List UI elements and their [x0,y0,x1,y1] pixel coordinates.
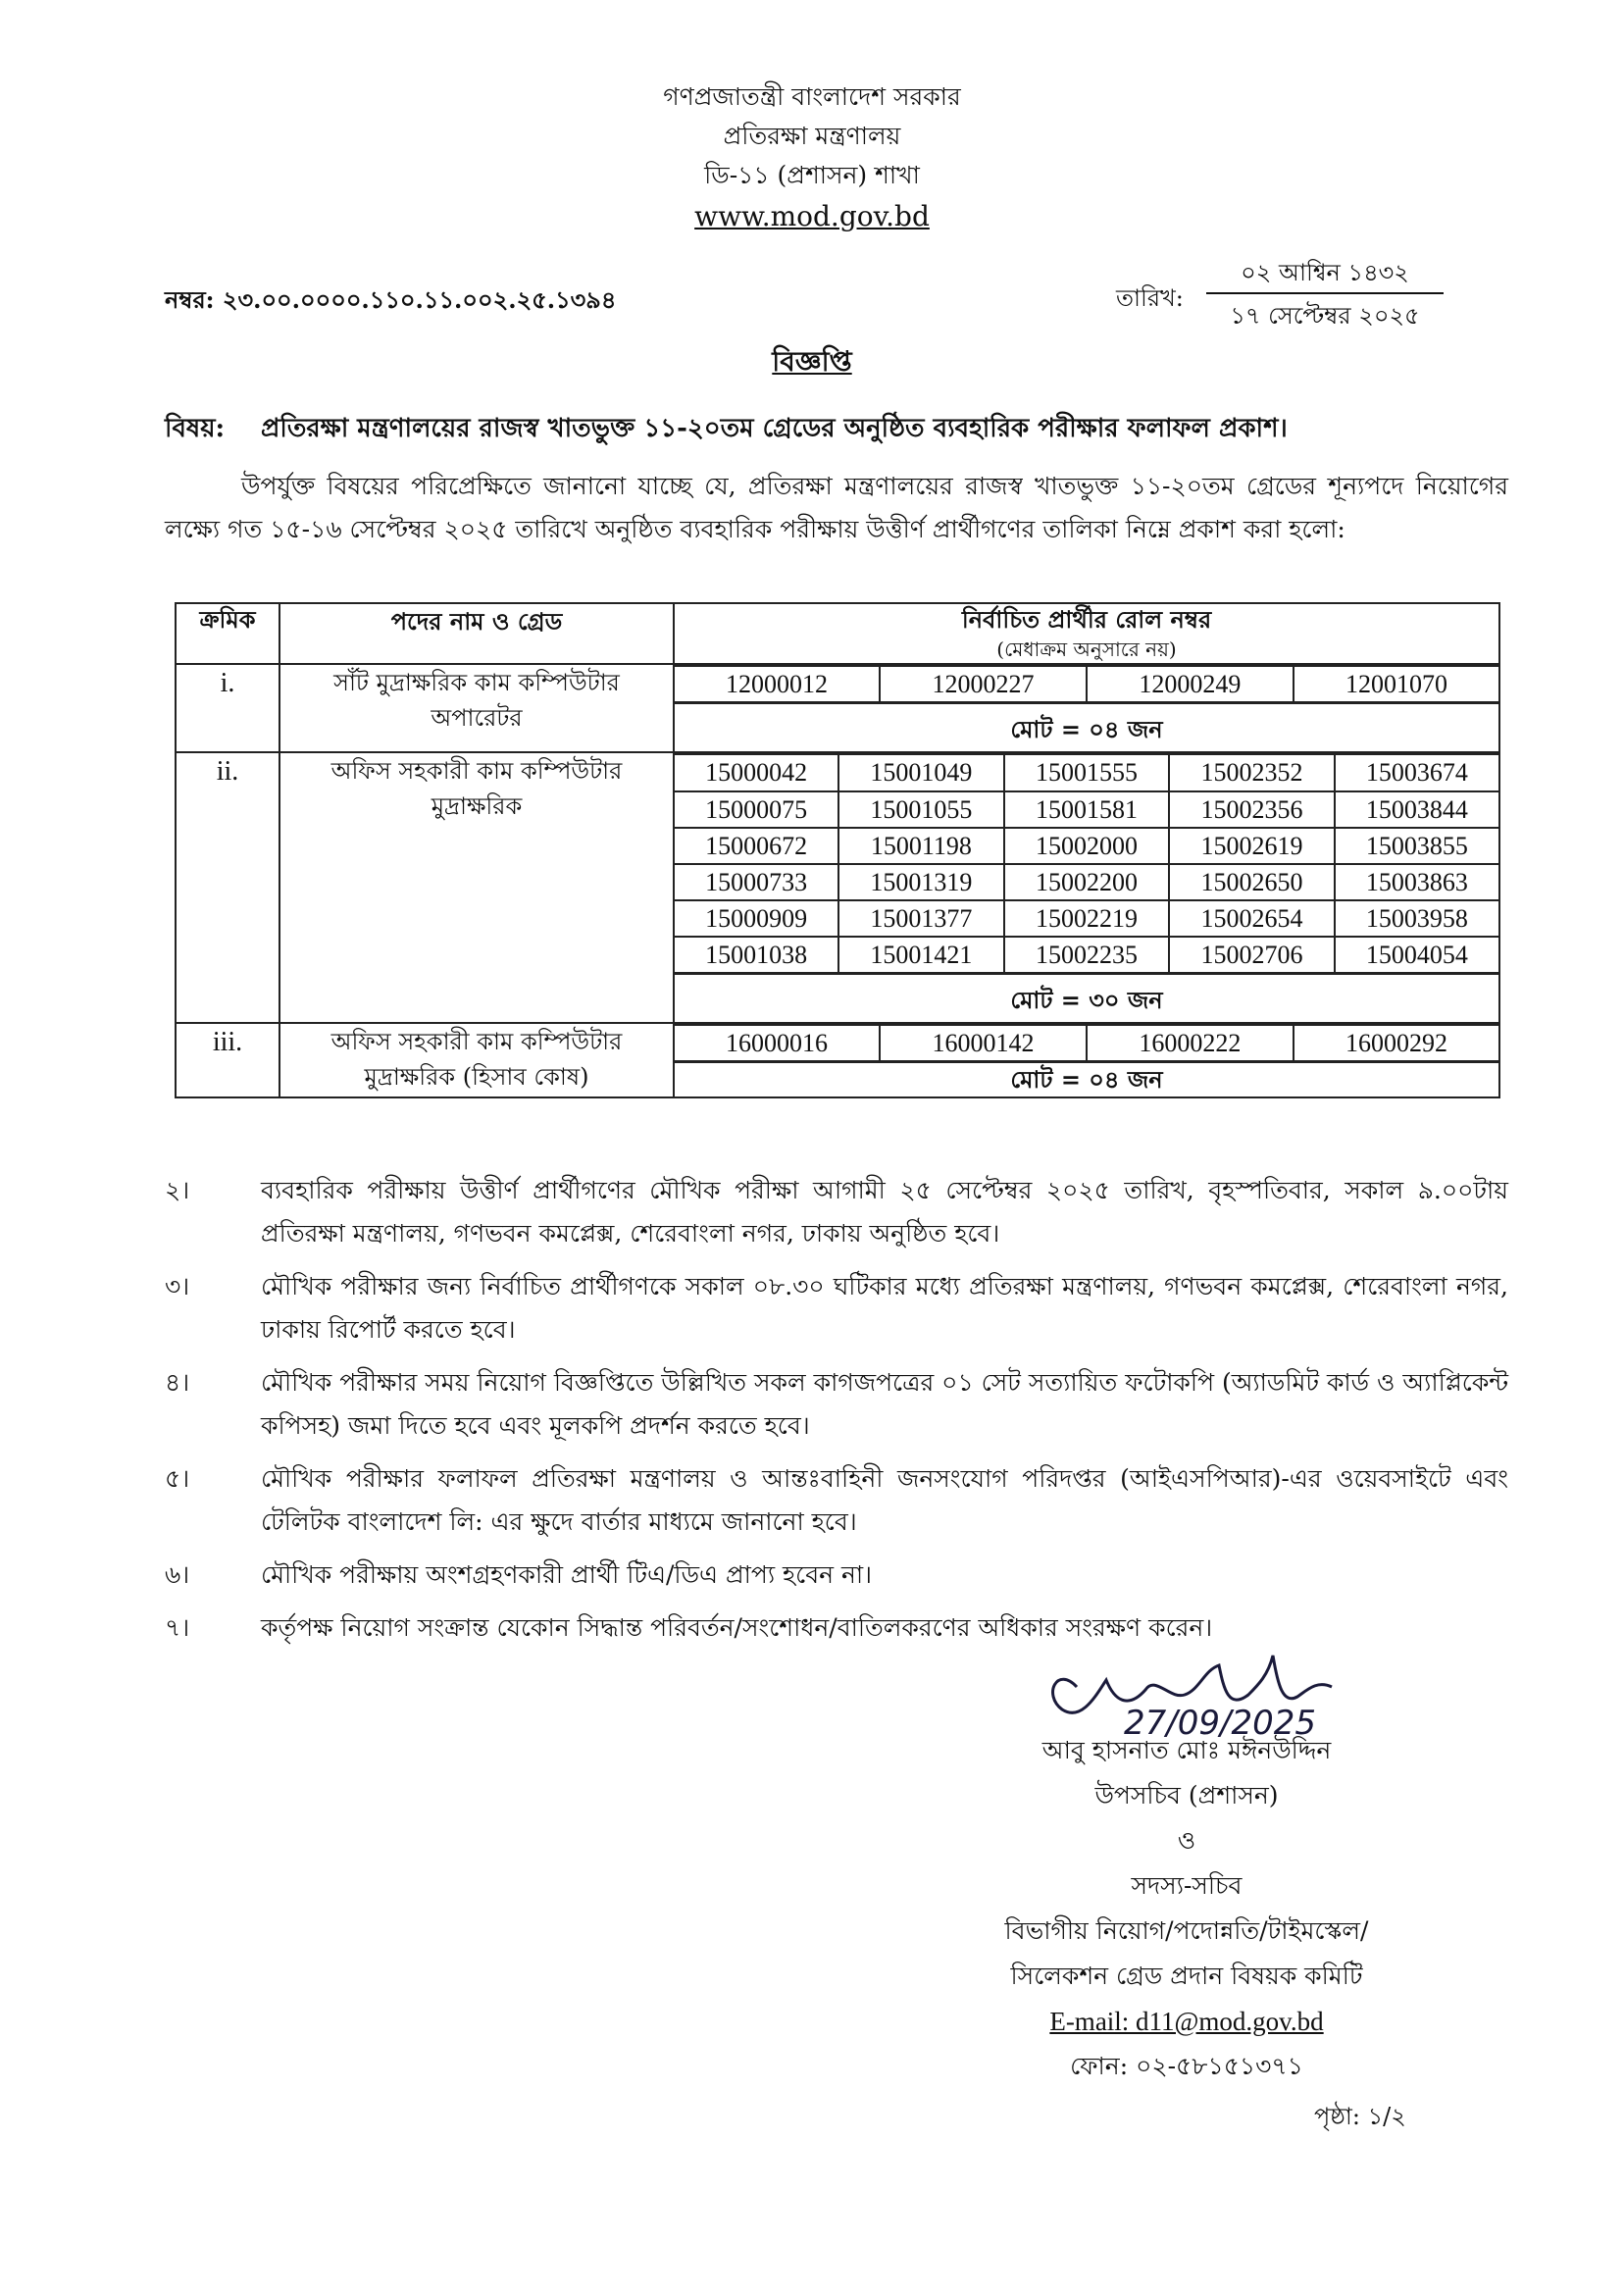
row-total: মোট = ০৪ জন [675,1062,1498,1096]
roll-number-line [675,937,1498,973]
list-item-text: ব্যবহারিক পরীক্ষায় উত্তীর্ণ প্রার্থীগণের মৌখিক পরীক্ষা আগামী ২৫ সেপ্টেম্বর ২০২৫ তারিখ, বৃহস্পতিবার, সকাল ৯.০০টায় প্রতিরক্ষা মন্ত্রণালয়, গণভবন কমপ্লেক্স, শেরেবাংলা নগর, ঢাকায় অনুষ্ঠিত হবে। [261,1176,1508,1248]
roll-number-line [675,754,1498,790]
roll-number: 15002706 [1169,937,1335,973]
header-rolls-title: নির্বাচিত প্রার্থীর রোল নম্বর [961,605,1212,634]
row-serial: i. [176,664,279,752]
roll-number-line [675,828,1498,864]
table-header-row [176,603,1499,664]
roll-number: 15003844 [1335,791,1498,828]
table-row [176,1023,1499,1097]
roll-number-grid [675,753,1498,974]
header-rolls-note: (মেধাক্রম অনুসারে নয়) [996,637,1177,662]
page-number: পৃষ্ঠা: ১/২ [1314,2103,1406,2130]
roll-number: 16000222 [1087,1025,1294,1061]
roll-number: 15000672 [675,828,838,864]
list-item-number: ৪। [165,1368,190,1397]
roll-number: 15002352 [1169,754,1335,790]
table-row [176,752,1499,1023]
roll-number: 15000733 [675,864,838,900]
list-item-text: মৌখিক পরীক্ষার ফলাফল প্রতিরক্ষা মন্ত্রণালয় ও আন্তঃবাহিনী জনসংযোগ পরিদপ্তর (আইএসপিআর)-এর ওয়েবসাইটে এবং টেলিটক বাংলাদেশ লি: এর ক্ষুদে বার্তার মাধ্যমে জানানো হবে। [261,1464,1508,1536]
roll-number: 12000227 [880,666,1087,702]
intro-paragraph: উপর্যুক্ত বিষয়ের পরিপ্রেক্ষিতে জানানো যাচ্ছে যে, প্রতিরক্ষা মন্ত্রণালয়ের রাজস্ব খাতভুক্ত ১১-২০তম গ্রেডের শূন্যপদে নিয়োগের লক্ষ্যে গত ১৫-১৬ সেপ্টেম্বর ২০২৫ তারিখে অনুষ্ঠিত ব্যবহারিক পরীক্ষায় উত্তীর্ণ প্রার্থীগণের তালিকা নিম্নে প্রকাশ করা হলো: [165,472,1508,543]
list-item-number: ৭। [165,1613,190,1642]
roll-number: 15001319 [838,864,1004,900]
roll-number: 15002235 [1004,937,1170,973]
memo-number: নম্বর: ২৩.০০.০০০০.১১০.১১.০০২.২৫.১৩৯৪ [165,285,617,314]
roll-number: 15000075 [675,791,838,828]
roll-number-line [675,900,1498,937]
roll-number: 15000042 [675,754,838,790]
list-item-number: ৫। [165,1464,190,1493]
subject-label: বিষয়: [165,414,226,443]
row-roll-cell [674,1023,1499,1097]
roll-number-line [675,791,1498,828]
subject-line [165,412,1518,446]
roll-number: 15004054 [1335,937,1498,973]
signatory-and: ও [1177,1826,1196,1855]
roll-number: 12000012 [675,666,880,702]
section-name: ডি-১১ (প্রশাসন) শাখা [704,161,920,189]
roll-number-grid [675,665,1498,703]
row-serial: iii. [176,1023,279,1097]
roll-number: 16000142 [880,1025,1087,1061]
list-item-text: মৌখিক পরীক্ষার সময় নিয়োগ বিজ্ঞপ্তিতে উল্লিখিত সকল কাগজপত্রের ০১ সেট সত্যায়িত ফটোকপি (অ্যাডমিট কার্ড ও অ্যাপ্লিকেন্ট কপিসহ) জমা দিতে হবে এবং মূলকপি প্রদর্শন করতে হবে। [261,1368,1508,1440]
signatory-name: আবু হাসনাত মোঃ মঈনউদ্দিন [1041,1736,1332,1764]
roll-number: 15001049 [838,754,1004,790]
list-item-number: ৬। [165,1560,190,1589]
letterhead [0,80,1624,237]
committee-line-2: সিলেকশন গ্রেড প্রদান বিষয়ক কমিটি [1010,1962,1363,1990]
table-row [176,664,1499,752]
list-item [165,1457,1508,1544]
list-item-text: মৌখিক পরীক্ষার জন্য নির্বাচিত প্রার্থীগণকে সকাল ০৮.৩০ ঘটিকার মধ্যে প্রতিরক্ষা মন্ত্রণালয়, গণভবন কমপ্লেক্স, শেরেবাংলা নগর, ঢাকায় রিপোর্ট করতে হবে। [261,1272,1508,1344]
roll-number: 15001377 [838,900,1004,937]
row-roll-cell [674,752,1499,1023]
row-post-name: সাঁট মুদ্রাক্ষরিক কাম কম্পিউটার অপারেটর [279,664,674,752]
header-post: পদের নাম ও গ্রেড [279,603,674,664]
roll-number: 15001198 [838,828,1004,864]
roll-number: 15002200 [1004,864,1170,900]
signatory-block [971,1728,1402,2089]
roll-number: 16000292 [1294,1025,1498,1061]
notice-title [0,343,1624,381]
row-post-name: অফিস সহকারী কাম কম্পিউটার মুদ্রাক্ষরিক [279,752,674,1023]
row-serial: ii. [176,752,279,1023]
roll-number: 15002650 [1169,864,1335,900]
date-english: ১৭ সেপ্টেম্বর ২০২৫ [1230,302,1420,331]
list-item [165,1169,1508,1255]
roll-number-line [675,864,1498,900]
instruction-list [165,1169,1508,1659]
notice-title-text: বিজ্ঞপ্তি [772,345,852,378]
signature-date: 27/09/2025 [1124,1704,1316,1743]
roll-number: 16000016 [675,1025,880,1061]
roll-number: 15003855 [1335,828,1498,864]
roll-number: 15003674 [1335,754,1498,790]
row-post-name: অফিস সহকারী কাম কম্পিউটার মুদ্রাক্ষরিক (হিসাব কোষ) [279,1023,674,1097]
roll-number: 15001055 [838,791,1004,828]
roll-number-line [675,1025,1498,1061]
roll-number: 15002000 [1004,828,1170,864]
ministry-name: প্রতিরক্ষা মন্ত্রণালয় [723,122,901,150]
results-table [175,602,1500,1098]
phone-number: ফোন: ০২-৫৮১৫১৩৭১ [1070,2052,1303,2080]
roll-number: 15001581 [1004,791,1170,828]
committee-line-1: বিভাগীয় নিয়োগ/পদোন্নতি/টাইমস্কেল/ [1004,1916,1369,1945]
roll-number: 15003958 [1335,900,1498,937]
row-total: মোট = ৩০ জন [675,974,1498,1022]
roll-number: 15002219 [1004,900,1170,937]
date-label: তারিখ: [1116,284,1184,312]
signatory-role: সদস্য-সচিব [1131,1871,1243,1900]
roll-number: 15000909 [675,900,838,937]
government-name: গণপ্রজাতন্ত্রী বাংলাদেশ সরকার [663,82,961,111]
row-total: মোট = ০৪ জন [675,703,1498,751]
list-item-number: ২। [165,1176,190,1204]
email-link[interactable]: E-mail: d11@mod.gov.bd [1049,2007,1324,2036]
header-serial: ক্রমিক [176,603,279,664]
date-block [1206,257,1444,332]
list-item-number: ৩। [165,1272,190,1300]
subject-text: প্রতিরক্ষা মন্ত্রণালয়ের রাজস্ব খাতভুক্ত ১১-২০তম গ্রেডের অনুষ্ঠিত ব্যবহারিক পরীক্ষার ফলাফল প্রকাশ। [261,414,1288,443]
list-item-text: মৌখিক পরীক্ষায় অংশগ্রহণকারী প্রার্থী টিএ/ডিএ প্রাপ্য হবেন না। [261,1560,873,1589]
row-roll-cell [674,664,1499,752]
list-item [165,1265,1508,1351]
roll-number-grid [675,1024,1498,1062]
list-item [165,1554,1508,1597]
roll-number: 15002619 [1169,828,1335,864]
roll-number: 15001421 [838,937,1004,973]
roll-number: 15002654 [1169,900,1335,937]
roll-number: 15001555 [1004,754,1170,790]
date-bangla: ০২ আশ্বিন ১৪৩২ [1206,257,1444,294]
list-item [165,1361,1508,1448]
roll-number-line [675,666,1498,702]
roll-number: 15002356 [1169,791,1335,828]
roll-number: 15001038 [675,937,838,973]
roll-number: 12000249 [1087,666,1294,702]
roll-number: 12001070 [1294,666,1498,702]
list-item-text: কর্তৃপক্ষ নিয়োগ সংক্রান্ত যেকোন সিদ্ধান্ত পরিবর্তন/সংশোধন/বাতিলকরণের অধিকার সংরক্ষণ করেন। [261,1613,1213,1642]
website-link[interactable]: www.mod.gov.bd [694,200,930,232]
signatory-designation: উপসচিব (প্রশাসন) [1094,1781,1279,1810]
roll-number: 15003863 [1335,864,1498,900]
header-rolls [674,603,1499,664]
